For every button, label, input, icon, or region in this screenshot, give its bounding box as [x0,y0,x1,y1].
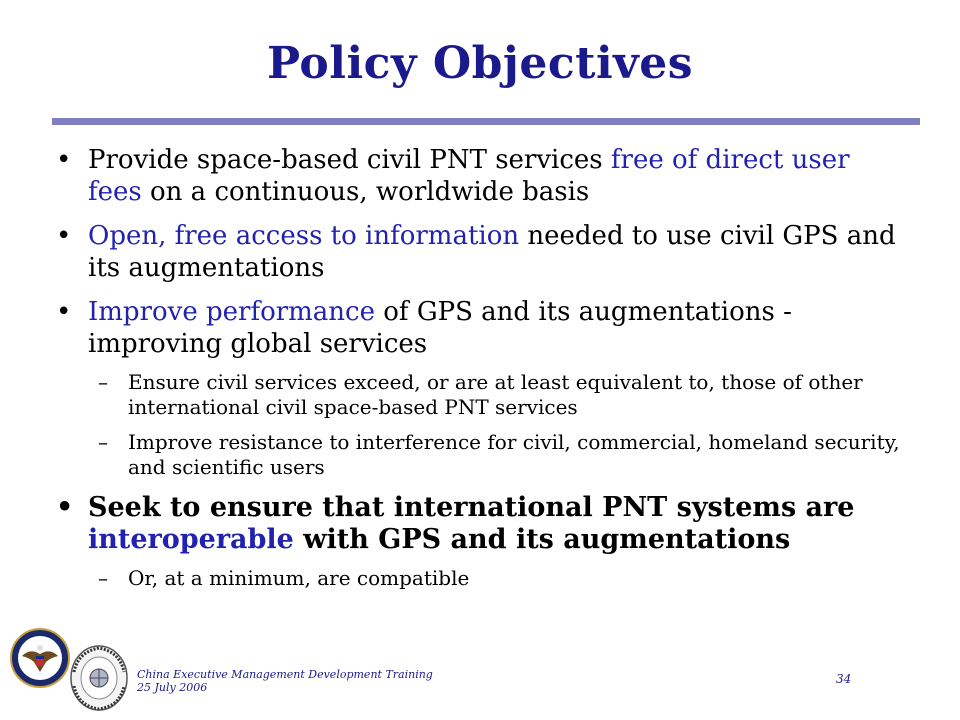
bullet-item [56,144,906,208]
sub-bullet-item [56,370,906,420]
sub-bullet-text: Ensure civil services exceed, or are at least equivalent to, those of other international civil space-based PNT services [128,370,863,419]
title-divider [52,118,920,125]
bullet-text: Provide space-based civil PNT services [88,145,611,175]
sub-bullet-text: Improve resistance to interference for civil, commercial, homeland security, and scientific users [128,430,900,479]
bullet-text: on a continuous, worldwide basis [141,177,590,207]
bullet-item [56,492,906,556]
eagle-seal-icon [10,628,70,692]
sub-bullet-text: Or, at a minimum, are compatible [128,566,470,590]
bullet-list [56,132,906,591]
sub-bullet-item [56,566,906,591]
footer-caption [137,668,433,694]
bullet-item [56,296,906,360]
sub-bullet-marker: – [98,370,108,394]
bullet-highlight: Open, free access to information [88,221,520,251]
bullet-text: needed to use civil GPS and its augmentations [88,221,896,283]
bullet-item [56,220,906,284]
bullet-highlight: free of direct user fees [88,145,850,207]
sub-bullet-marker: – [98,430,108,454]
sub-bullet-item [56,430,906,480]
footer-line-2: 25 July 2006 [137,681,208,694]
bullet-text: of GPS and its augmentations - improving global services [88,297,792,359]
pnt-committee-seal-icon [68,642,130,716]
bullet-text: with GPS and its augmentations [293,524,791,555]
page-number: 34 [836,672,852,686]
footer-line-1: China Executive Management Development Training [137,668,433,681]
bullet-marker: • [56,297,72,327]
bullet-marker: • [56,145,72,175]
bullet-text: Seek to ensure that international PNT systems are [88,492,855,523]
sub-bullet-marker: – [98,566,108,590]
bullet-highlight: Improve performance [88,297,376,327]
bullet-highlight: interoperable [88,524,294,555]
bullet-marker: • [56,221,72,251]
bullet-marker: • [56,492,74,523]
slide-title: Policy Objectives [266,38,694,89]
